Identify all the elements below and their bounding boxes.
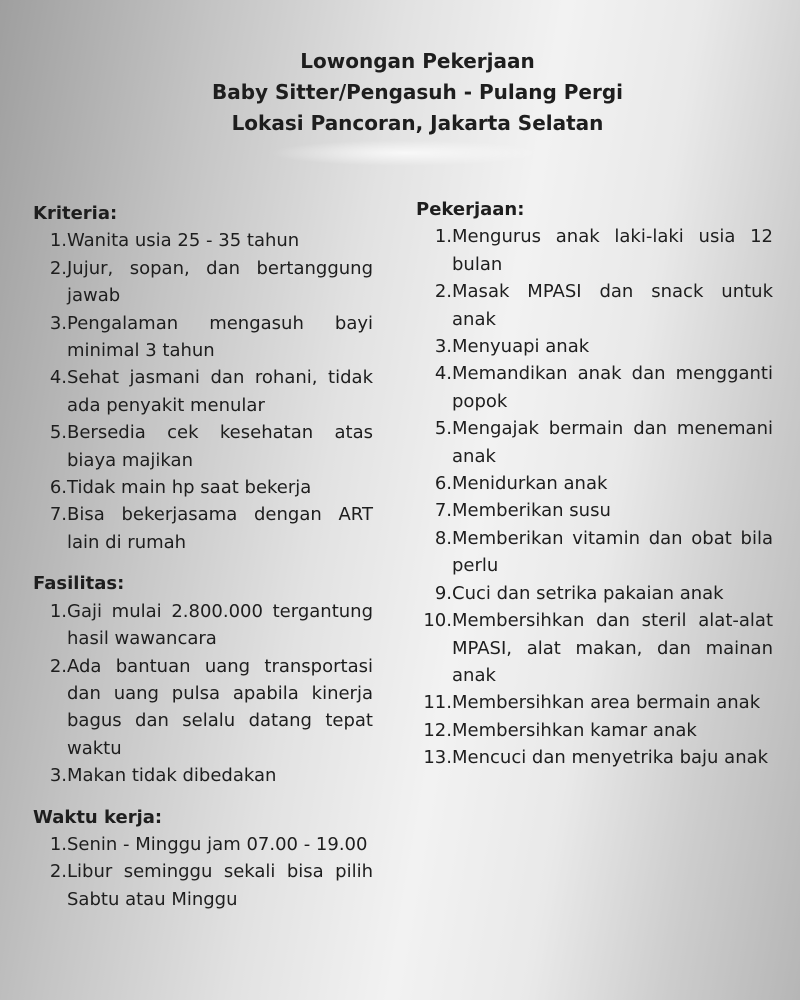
list-item-number: 2. — [49, 257, 67, 279]
list-waktu-kerja — [33, 831, 373, 913]
list-item — [33, 419, 373, 474]
list-item-number: 1. — [49, 833, 67, 855]
list-item-number: 11. — [423, 692, 452, 714]
list-item — [33, 255, 373, 310]
list-item-number: 4. — [49, 367, 67, 389]
list-item-number: 9. — [434, 582, 452, 604]
title-line-2: Baby Sitter/Pengasuh - Pulang Pergi — [211, 80, 624, 104]
list-item-number: 4. — [434, 363, 452, 385]
list-item-text: Membersihkan dan steril alat-alat MPASI, alat makan, dan mainan anak — [452, 610, 773, 686]
list-item-text: Mencuci dan menyetrika baju anak — [452, 747, 769, 769]
list-item-number: 7. — [49, 504, 67, 526]
list-item — [416, 497, 773, 524]
list-pekerjaan — [416, 223, 773, 771]
list-item — [33, 858, 373, 913]
list-item-text: Mengurus anak laki-laki usia 12 bulan — [452, 226, 773, 275]
list-item — [416, 470, 773, 497]
list-item-number: 3. — [49, 312, 67, 334]
page-title — [0, 46, 800, 139]
list-item-text: Jujur, sopan, dan bertanggung jawab — [67, 257, 373, 307]
list-item-text: Menidurkan anak — [452, 473, 608, 495]
list-item-text: Gaji mulai 2.800.000 tergantung hasil wawancara — [67, 600, 373, 650]
title-line-1: Lowongan Pekerjaan — [300, 49, 535, 73]
list-item — [416, 607, 773, 689]
list-item — [33, 364, 373, 419]
list-item-number: 6. — [434, 473, 452, 495]
list-item-number: 2. — [49, 861, 67, 883]
section-fasilitas — [33, 570, 373, 789]
list-item-number: 5. — [434, 418, 452, 440]
list-item — [33, 474, 373, 501]
list-item-number: 10. — [423, 610, 452, 632]
section-kriteria — [33, 200, 373, 556]
list-item-number: 1. — [49, 230, 67, 252]
list-item-number: 2. — [49, 655, 67, 677]
section-heading-kriteria: Kriteria: — [33, 203, 118, 224]
list-item-text: Ada bantuan uang transportasi dan uang pulsa apabila kinerja bagus dan selalu datang tepat waktu — [67, 655, 373, 759]
list-item — [416, 333, 773, 360]
section-pekerjaan — [416, 196, 773, 772]
list-item — [33, 310, 373, 365]
list-item-text: Memberikan susu — [452, 500, 611, 522]
list-item-number: 6. — [49, 477, 67, 499]
list-item — [416, 278, 773, 333]
right-column — [416, 196, 773, 786]
list-item — [33, 831, 373, 858]
list-fasilitas — [33, 598, 373, 790]
list-item-text: Tidak main hp saat bekerja — [67, 477, 312, 499]
list-item-number: 5. — [49, 422, 67, 444]
list-item — [416, 717, 773, 744]
list-item-text: Cuci dan setrika pakaian anak — [452, 582, 724, 604]
section-heading-waktu-kerja: Waktu kerja: — [33, 806, 163, 828]
list-item-number: 13. — [423, 747, 452, 769]
list-item-text: Wanita usia 25 - 35 tahun — [67, 230, 300, 252]
left-column — [33, 200, 373, 927]
list-item-text: Bersedia cek kesehatan atas biaya majikan — [67, 422, 373, 471]
list-item-text: Masak MPASI dan snack untuk anak — [452, 281, 773, 330]
section-heading-fasilitas: Fasilitas: — [33, 573, 125, 595]
list-item — [416, 223, 773, 278]
list-item — [416, 415, 773, 470]
list-item-number: 3. — [434, 336, 452, 358]
list-item-number: 8. — [434, 527, 452, 549]
list-item-text: Makan tidak dibedakan — [67, 765, 277, 787]
list-item-text: Membersihkan area bermain anak — [452, 692, 761, 714]
list-item-text: Mengajak bermain dan menemani anak — [452, 418, 773, 467]
list-item-text: Pengalaman mengasuh bayi minimal 3 tahun — [67, 312, 373, 362]
list-item-text: Memberikan vitamin dan obat bila perlu — [452, 527, 773, 577]
list-item — [416, 525, 773, 580]
list-item — [33, 762, 373, 789]
list-item — [416, 580, 773, 607]
title-line-3: Lokasi Pancoran, Jakarta Selatan — [231, 111, 604, 135]
list-item — [416, 744, 773, 771]
decorative-smudge — [270, 140, 540, 166]
list-item — [33, 227, 373, 254]
list-item-text: Membersihkan kamar anak — [452, 719, 697, 741]
list-item-text: Libur seminggu sekali bisa pilih Sabtu atau Minggu — [67, 861, 373, 910]
list-item-text: Bisa bekerjasama dengan ART lain di rumah — [67, 504, 373, 553]
list-item-number: 12. — [423, 719, 452, 741]
list-item-text: Menyuapi anak — [452, 336, 590, 358]
list-item-text: Sehat jasmani dan rohani, tidak ada penyakit menular — [67, 367, 373, 416]
list-item — [416, 689, 773, 716]
list-item — [33, 501, 373, 556]
list-kriteria — [33, 227, 373, 556]
list-item-number: 7. — [434, 500, 452, 522]
section-waktu-kerja — [33, 804, 373, 914]
list-item — [416, 360, 773, 415]
list-item-number: 2. — [434, 281, 452, 303]
list-item-text: Memandikan anak dan mengganti popok — [452, 363, 773, 412]
list-item-number: 1. — [434, 226, 452, 248]
list-item-text: Senin - Minggu jam 07.00 - 19.00 — [67, 833, 368, 855]
section-heading-pekerjaan: Pekerjaan: — [416, 199, 525, 220]
list-item-number: 3. — [49, 765, 67, 787]
list-item — [33, 598, 373, 653]
list-item — [33, 653, 373, 763]
list-item-number: 1. — [49, 600, 67, 622]
